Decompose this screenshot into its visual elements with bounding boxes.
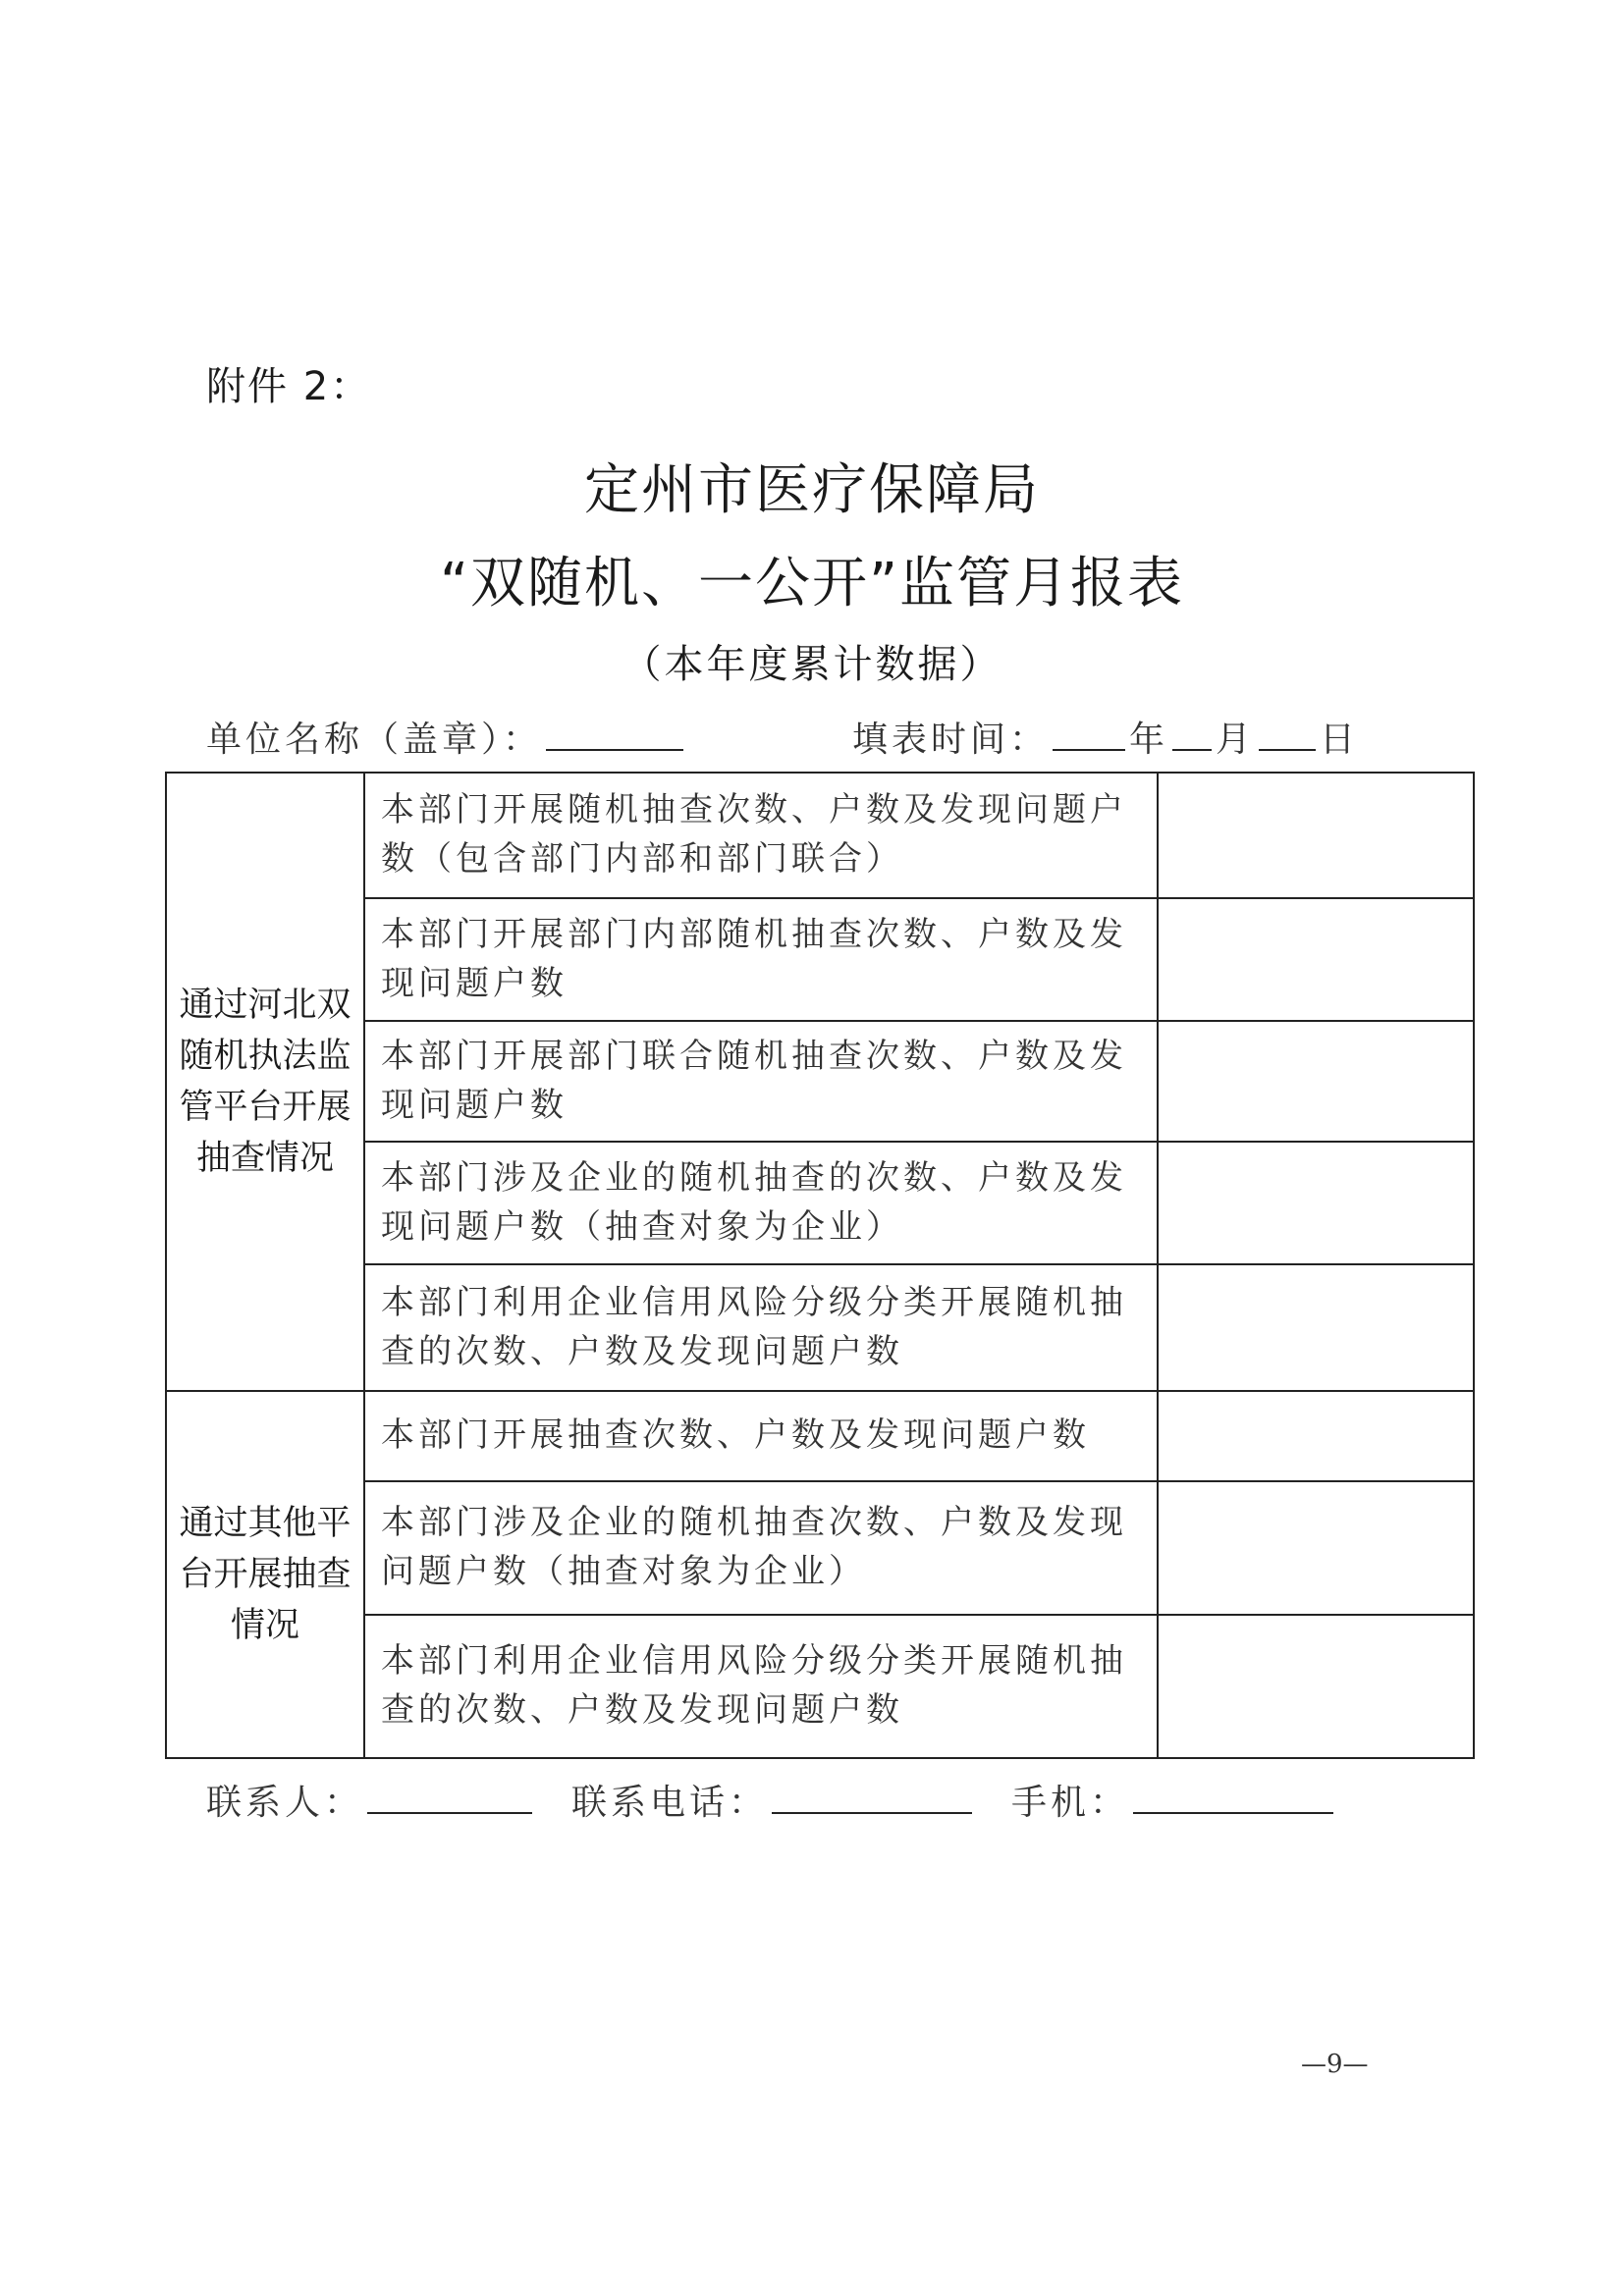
fill-date-row xyxy=(852,712,1359,762)
document-title-line1: 定州市医疗保障局 xyxy=(584,458,1040,522)
value-cell[interactable] xyxy=(1158,898,1474,1021)
table-item-label: 本部门涉及企业的随机抽查的次数、户数及发现问题户数（抽查对象为企业） xyxy=(364,1142,1158,1264)
report-table xyxy=(165,772,1475,1759)
table-item-label: 本部门涉及企业的随机抽查次数、户数及发现问题户数（抽查对象为企业） xyxy=(364,1481,1158,1615)
table-row xyxy=(166,773,1474,898)
value-cell[interactable] xyxy=(1158,1142,1474,1264)
contact-blank[interactable] xyxy=(367,1779,532,1814)
group-label-other-platform: 通过其他平台开展抽查情况 xyxy=(166,1391,364,1758)
day-blank[interactable] xyxy=(1259,716,1316,751)
mobile-label: 手机： xyxy=(1011,1783,1130,1823)
unit-name-blank[interactable] xyxy=(546,716,683,751)
page-number: —9— xyxy=(1301,2050,1369,2079)
fill-date-label: 填表时间： xyxy=(852,720,1050,760)
phone-blank[interactable] xyxy=(772,1779,972,1814)
phone-label: 联系电话： xyxy=(571,1783,769,1823)
document-title-line2: “双随机、一公开”监管月报表 xyxy=(439,552,1185,615)
value-cell[interactable] xyxy=(1158,1481,1474,1615)
table-item-label: 本部门利用企业信用风险分级分类开展随机抽查的次数、户数及发现问题户数 xyxy=(364,1264,1158,1391)
value-cell[interactable] xyxy=(1158,1021,1474,1142)
value-cell[interactable] xyxy=(1158,773,1474,898)
group-label-hebei-platform: 通过河北双随机执法监管平台开展抽查情况 xyxy=(166,773,364,1391)
unit-name-row xyxy=(206,712,687,762)
year-label: 年 xyxy=(1129,720,1169,760)
table-item-label: 本部门开展部门联合随机抽查次数、户数及发现问题户数 xyxy=(364,1021,1158,1142)
document-subtitle: （本年度累计数据） xyxy=(622,642,1002,687)
table-item-label: 本部门开展随机抽查次数、户数及发现问题户数（包含部门内部和部门联合） xyxy=(364,773,1158,898)
table-row xyxy=(166,1391,1474,1481)
value-cell[interactable] xyxy=(1158,1391,1474,1481)
contact-label: 联系人： xyxy=(206,1783,364,1823)
value-cell[interactable] xyxy=(1158,1615,1474,1758)
day-label: 日 xyxy=(1320,720,1360,760)
value-cell[interactable] xyxy=(1158,1264,1474,1391)
month-blank[interactable] xyxy=(1172,716,1212,751)
attachment-label: 附件 2： xyxy=(206,364,372,409)
table-item-label: 本部门开展抽查次数、户数及发现问题户数 xyxy=(364,1391,1158,1481)
table-item-label: 本部门开展部门内部随机抽查次数、户数及发现问题户数 xyxy=(364,898,1158,1021)
table-item-label: 本部门利用企业信用风险分级分类开展随机抽查的次数、户数及发现问题户数 xyxy=(364,1615,1158,1758)
contact-row xyxy=(206,1775,1337,1825)
unit-name-label: 单位名称（盖章）： xyxy=(206,720,543,760)
year-blank[interactable] xyxy=(1053,716,1125,751)
mobile-blank[interactable] xyxy=(1133,1779,1333,1814)
month-label: 月 xyxy=(1216,720,1256,760)
